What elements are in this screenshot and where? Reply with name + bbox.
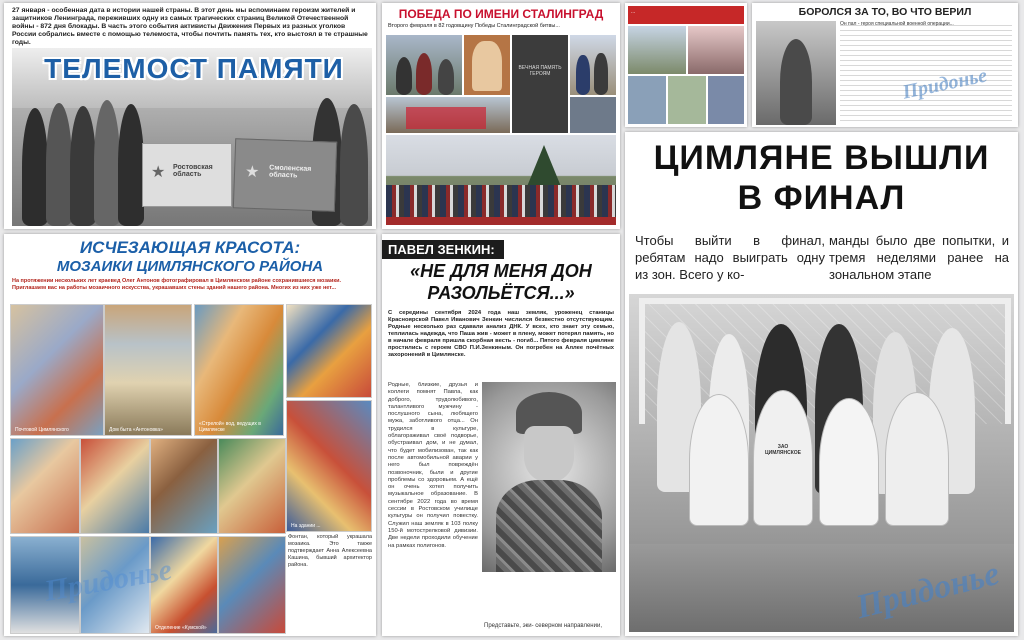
mosaic-4	[286, 304, 372, 398]
final-col-2: манды было две попытки, и тремя неделями ранее на зональном этапе	[829, 233, 1009, 282]
mosaic-13	[218, 536, 286, 634]
mosaics-intro: На протяжении нескольких лет краевед Олег Антонов фотографировал в Цимлянском районе сохранившиеся мозаики. Приглашаем вас на работы мозаичного искусства, украшавших стены зданий нашего района. Многих из них уже нет...	[12, 278, 342, 291]
stalingrad-lead: Второго февраля в 82 годовщину Победы Сталинградской битвы...	[388, 23, 560, 29]
stalingrad-photo-5	[386, 97, 510, 133]
collage-photo-1	[628, 26, 686, 74]
article-fought	[752, 3, 1018, 127]
collage-photo-5	[708, 76, 744, 124]
mosaic-12: Отделение «Кумской»	[150, 536, 218, 634]
mosaic-3: «Стрелой» вод, ведущих в Цимлянске	[194, 304, 284, 436]
mosaics-watermark: Придонье	[42, 553, 175, 608]
mosaic-2: Дом быта «Антоновка»	[104, 304, 192, 436]
final-watermark: Придонье	[852, 554, 1003, 627]
mosaic-8	[150, 438, 218, 534]
stalingrad-group-photo	[386, 135, 616, 225]
telemost-title: ТЕЛЕМОСТ ПАМЯТИ	[44, 53, 344, 84]
shirt-sponsor: ЗАО ЦИМЛЯНСКОЕ	[764, 444, 801, 456]
zenkin-portrait	[482, 382, 616, 572]
article-collage	[625, 3, 747, 127]
flag-rostov: ★ Ростовская область	[142, 143, 232, 207]
stalingrad-photo-1	[386, 35, 462, 95]
final-col-1: Чтобы выйти в финал, ребятам надо выиграть одну из зон. Всего у ко-	[635, 233, 825, 282]
collage-photo-4	[668, 76, 706, 124]
final-title: ЦИМЛЯНЕ ВЫШЛИ В ФИНАЛ	[653, 139, 990, 217]
mosaic-5: На здании ...	[286, 400, 372, 532]
fought-title: БОРОЛСЯ ЗА ТО, ВО ЧТО ВЕРИЛ	[798, 6, 972, 18]
fought-photo	[756, 21, 836, 125]
mosaics-side-text: Фонтан, который украшала мозаика. Это также подтверждает Анна Алексеевна Кашина, бывший архитектор района.	[288, 534, 372, 568]
zenkin-name: ПАВЕЛ ЗЕНКИН:	[382, 240, 504, 259]
flag-smolensk: ★ Смоленская область	[233, 138, 337, 212]
zenkin-column: Родные, близкие, друзья и коллеги помнят Павла, как доброго, трудолюбивого, талантливого мужчину - послушного сына, любящего мужа, заботливого отца... Он трудился в культуре, облагораживал своё подворье, обустраивал дом, и не думал, что будет мобилизован, так как после автомобильной аварии у него был повреждён позвоночник, были и другие проблемы со здоровьем. А ещё он очень хотел получить музыкальное образование. В сентябре 2022 года во время сессии в Ростовском училище культуры он получил повестку. Служил наш земляк в 103 полку 150-й мотострелковой дивизии. Две недели проходили обучение на рамках полигонов.	[388, 382, 478, 549]
article-zenkin	[382, 234, 620, 636]
article-final	[625, 132, 1018, 636]
stalingrad-photo-3: ВЕЧНАЯ ПАМЯТЬ ГЕРОЯМ	[512, 35, 568, 133]
mosaics-title-2: МОЗАИКИ ЦИМЛЯНСКОГО РАЙОНА	[56, 258, 324, 275]
fought-watermark: Придонье	[900, 64, 989, 104]
zenkin-lead: С середины сентября 2024 года наш земляк, уроженец станицы Красноярской Павел Иванович Зенкин числился безвестно отсутствующим. Родные несколько раз сдавали анализ ДНК. У всех, кто знает эту семью, теплилась надежда, что Паша жив - может в плену, может потерял память, но в начале февраля пришла скорбная весть - погиб... Пятого февраля цимляне простились с героем СВО П.И.Зенкиным. Он погребен на Аллее почётных захоронений в Цимлянске.	[388, 310, 614, 358]
stalingrad-title: ПОБЕДА ПО ИМЕНИ СТАЛИНГРАД	[398, 7, 604, 21]
article-telemost	[4, 3, 376, 229]
mosaic-9	[218, 438, 286, 534]
mosaic-6	[10, 438, 80, 534]
mosaics-title-1: ИСЧЕЗАЮЩАЯ КРАСОТА:	[79, 238, 301, 257]
collage-photo-3	[628, 76, 666, 124]
mosaic-7	[80, 438, 150, 534]
stalingrad-photo-6	[570, 97, 616, 133]
article-stalingrad	[382, 3, 620, 229]
collage-photo-2	[688, 26, 744, 74]
collage-header: ...	[631, 9, 636, 15]
zenkin-foot: Представьте, эки- северном направлении,	[484, 623, 602, 629]
zenkin-quote: «НЕ ДЛЯ МЕНЯ ДОН РАЗОЛЬЁТСЯ...»	[410, 261, 592, 303]
article-mosaics	[4, 234, 376, 636]
stalingrad-photo-4	[570, 35, 616, 95]
telemost-intro: 27 января - особенная дата в истории нашей страны. В этот день мы вспоминаем героизм жителей и защитников Ленинграда, переживших одну из самых трагических страниц Великой Отечественной войны - 872 дня блокады. В часть этого события активисты Движения Первых из разных уголков России собрались вместе с помощью телемоста, чтобы почтить память тех, кто выстоял в те страшные годы.	[12, 7, 368, 46]
mosaic-1: Почтовой Цимлянского	[10, 304, 104, 436]
stalingrad-photo-2	[464, 35, 510, 95]
fought-text: Он пал - героя специальной военной операции...	[840, 21, 1012, 125]
